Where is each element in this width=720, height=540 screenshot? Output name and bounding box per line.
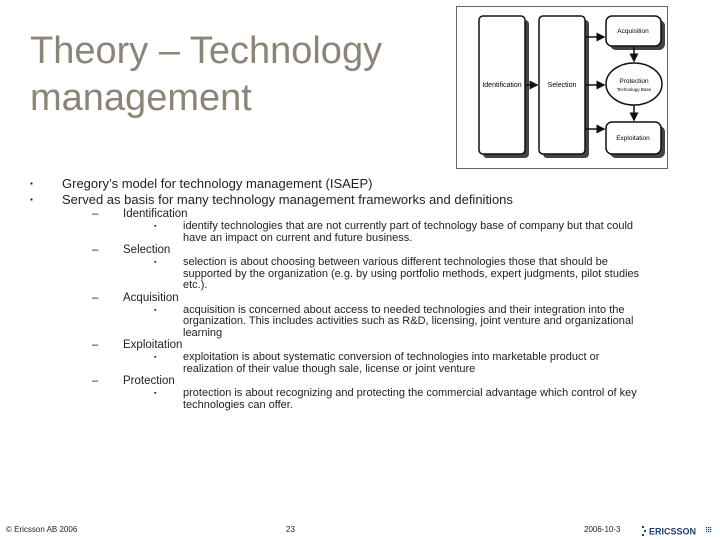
- square-bullet-icon: ▪: [154, 390, 157, 397]
- sub-item-label: Protection: [123, 375, 175, 387]
- dash-icon: –: [92, 339, 99, 351]
- sub-item-description-text: identify technologies that are not currently part of technology base of company but that could have an impact on current and future business.: [183, 220, 634, 244]
- logo-text: ERICSSON: [649, 526, 697, 537]
- square-bullet-icon: ▪: [30, 195, 33, 204]
- slide-title: Theory – Technology management: [30, 30, 383, 119]
- sub-item-description-text: protection is about recognizing and protecting the commercial advantage which control of key technologies can offer.: [183, 387, 637, 411]
- technology-base-label: Technology Base: [616, 87, 652, 92]
- dash-icon: –: [92, 375, 99, 387]
- bullet-item: [30, 192, 690, 208]
- ericsson-logo-icon: [640, 520, 720, 540]
- sub-item-label: Selection: [123, 244, 171, 256]
- identification-label: Identification: [482, 82, 522, 89]
- sub-item-label: Acquisition: [123, 291, 179, 304]
- dash-icon: –: [92, 244, 99, 256]
- sub-item-description-text: exploitation is about systematic conversion of technologies into marketable product or realization of their value though sale, license or joint venture: [183, 351, 600, 375]
- sub-item-description: [30, 388, 690, 411]
- isaep-diagram-graphic: [457, 7, 667, 168]
- sub-item-description: [30, 221, 690, 244]
- dash-icon: –: [92, 291, 99, 304]
- sub-item-description: [30, 305, 690, 340]
- bullet-item: [30, 176, 690, 192]
- footer-date: 2006-10-3: [584, 525, 621, 534]
- square-bullet-icon: ▪: [154, 223, 157, 230]
- square-bullet-icon: ▪: [154, 354, 157, 361]
- square-bullet-icon: ▪: [154, 306, 157, 314]
- sub-item-description-text: acquisition is concerned about access to needed technologies and their integration into the organization. This includes activities such as R&D, licensing, joint venture and organizational learning: [183, 303, 634, 339]
- footer-page-number: 23: [286, 525, 295, 534]
- footer-copyright: © Ericsson AB 2006: [6, 525, 78, 534]
- sub-item-description: [30, 257, 690, 292]
- bullet-text: Served as basis for many technology management frameworks and definitions: [62, 192, 513, 207]
- square-bullet-icon: ▪: [30, 179, 33, 188]
- selection-label: Selection: [547, 82, 577, 89]
- acquisition-label: Acquisition: [617, 28, 649, 35]
- bullet-list: [30, 176, 690, 411]
- sub-item-label: Exploitation: [123, 339, 183, 351]
- bullet-text: Gregory’s model for technology management (ISAEP): [62, 176, 373, 191]
- exploitation-label: Exploitation: [616, 135, 650, 142]
- sub-item-description: [30, 352, 690, 375]
- dash-icon: –: [92, 208, 99, 220]
- protection-label: Protection: [619, 78, 649, 85]
- square-bullet-icon: ▪: [154, 259, 157, 266]
- sub-item-description-text: selection is about choosing between various different technologies those that should be supported by the organization (e.g. by using portfolio methods, expert judgments, pilot studies etc.).: [183, 256, 640, 291]
- sub-item-label: Identification: [123, 208, 188, 220]
- isaep-diagram: [456, 6, 668, 169]
